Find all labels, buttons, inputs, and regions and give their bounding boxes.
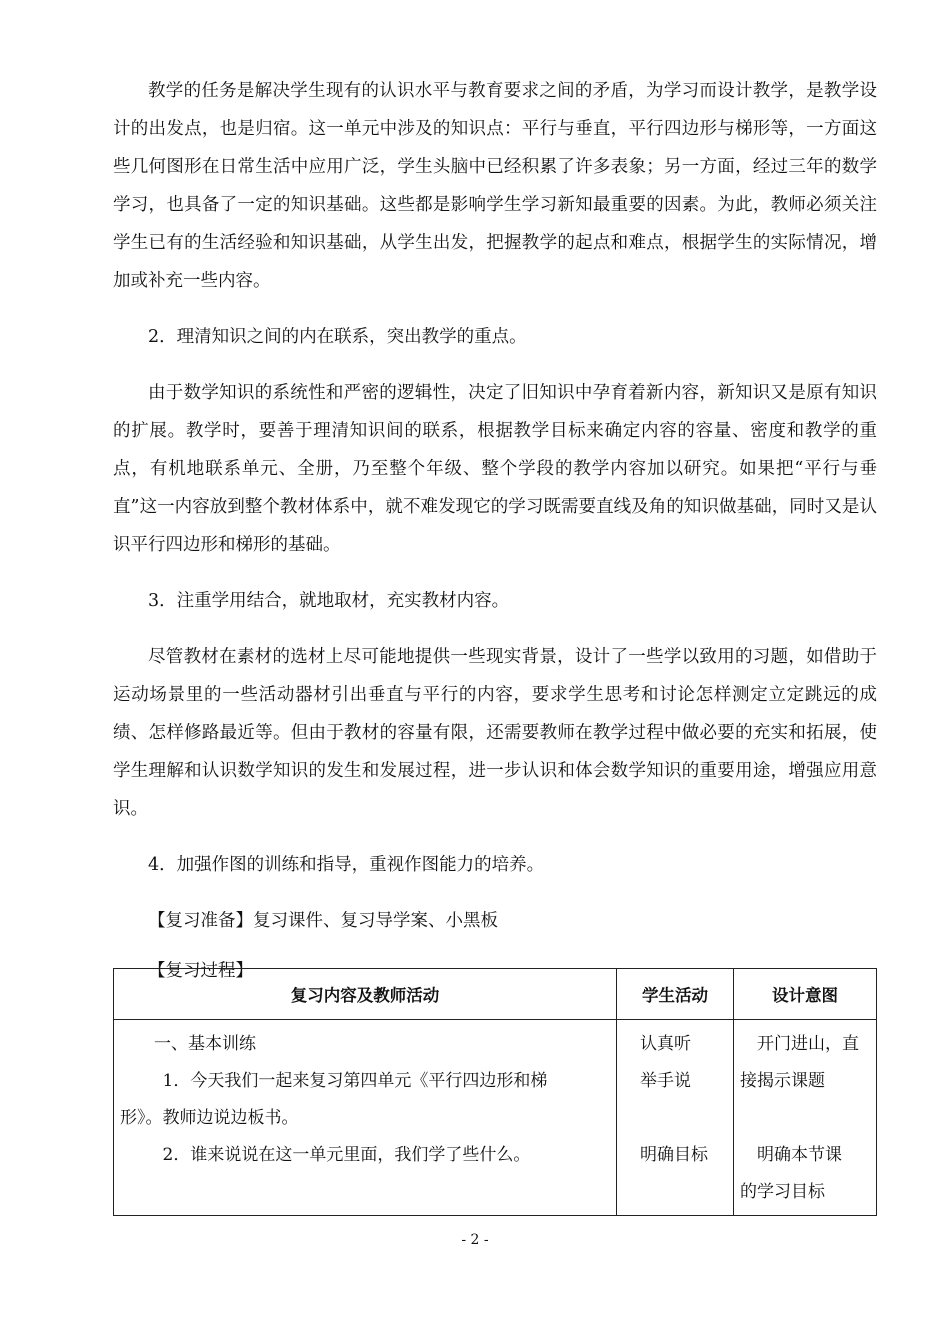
cell-student-activity bbox=[617, 1020, 734, 1216]
lesson-table bbox=[113, 968, 877, 1216]
heading-2: 2．理清知识之间的内在联系，突出教学的重点。 bbox=[148, 327, 527, 347]
cell-line: 一、基本训练 bbox=[154, 1034, 256, 1054]
cell-line: 明确目标 bbox=[640, 1145, 708, 1165]
review-process-label: 【复习过程】 bbox=[148, 961, 253, 981]
cell-line: 1．今天我们一起来复习第四单元《平行四边形和梯 bbox=[162, 1071, 548, 1091]
heading-4: 4．加强作图的训练和指导，重视作图能力的培养。 bbox=[148, 855, 545, 875]
header-teacher-activity: 复习内容及教师活动 bbox=[114, 969, 617, 1020]
table-header-row bbox=[114, 969, 877, 1020]
cell-line: 开门进山，直 bbox=[757, 1034, 859, 1054]
review-preparation: 【复习准备】复习课件、复习导学案、小黑板 bbox=[148, 911, 498, 931]
document-body bbox=[113, 72, 877, 990]
cell-line: 形》。教师边说边板书。 bbox=[120, 1108, 299, 1128]
cell-line: 举手说 bbox=[640, 1071, 691, 1091]
header-design-intent: 设计意图 bbox=[734, 969, 877, 1020]
paragraph-2: 由于数学知识的系统性和严密的逻辑性，决定了旧知识中孕育着新内容，新知识又是原有知识的扩展。教学时，要善于理清知识间的联系，根据教学目标来确定内容的容量、密度和教学的重点，有机地联系单元、全册，乃至整个年级、整个学段的教学内容加以研究。如果把“平行与垂直”这一内容放到整个教材体系中，就不难发现它的学习既需要直线及角的知识做基础，同时又是认识平行四边形和梯形的基础。 bbox=[113, 383, 877, 555]
cell-line bbox=[623, 1100, 727, 1137]
cell-design-intent bbox=[734, 1020, 877, 1216]
cell-line: 2．谁来说说在这一单元里面，我们学了些什么。 bbox=[162, 1145, 531, 1165]
cell-line: 接揭示课题 bbox=[740, 1071, 825, 1091]
cell-line bbox=[740, 1100, 870, 1137]
table-row bbox=[114, 1020, 877, 1216]
cell-line: 的学习目标 bbox=[740, 1182, 825, 1202]
header-student-activity: 学生活动 bbox=[617, 969, 734, 1020]
paragraph-1: 教学的任务是解决学生现有的认识水平与教育要求之间的矛盾，为学习而设计教学，是教学设计的出发点，也是归宿。这一单元中涉及的知识点：平行与垂直，平行四边形与梯形等，一方面这些几何图形在日常生活中应用广泛，学生头脑中已经积累了许多表象；另一方面，经过三年的数学学习，也具备了一定的知识基础。这些都是影响学生学习新知最重要的因素。为此，教师必须关注学生已有的生活经验和知识基础，从学生出发，把握教学的起点和难点，根据学生的实际情况，增加或补充一些内容。 bbox=[113, 81, 877, 291]
heading-3: 3．注重学用结合，就地取材，充实教材内容。 bbox=[148, 591, 510, 611]
cell-teacher-activity bbox=[114, 1020, 617, 1216]
cell-line: 认真听 bbox=[640, 1034, 691, 1054]
paragraph-3: 尽管教材在素材的选材上尽可能地提供一些现实背景，设计了一些学以致用的习题，如借助于运动场景里的一些活动器材引出垂直与平行的内容，要求学生思考和讨论怎样测定立定跳远的成绩、怎样修路最近等。但由于教材的容量有限，还需要教师在教学过程中做必要的充实和拓展，使学生理解和认识数学知识的发生和发展过程，进一步认识和体会数学知识的重要用途，增强应用意识。 bbox=[113, 647, 877, 819]
cell-line: 明确本节课 bbox=[757, 1145, 842, 1165]
page-number: - 2 - bbox=[461, 1232, 489, 1248]
